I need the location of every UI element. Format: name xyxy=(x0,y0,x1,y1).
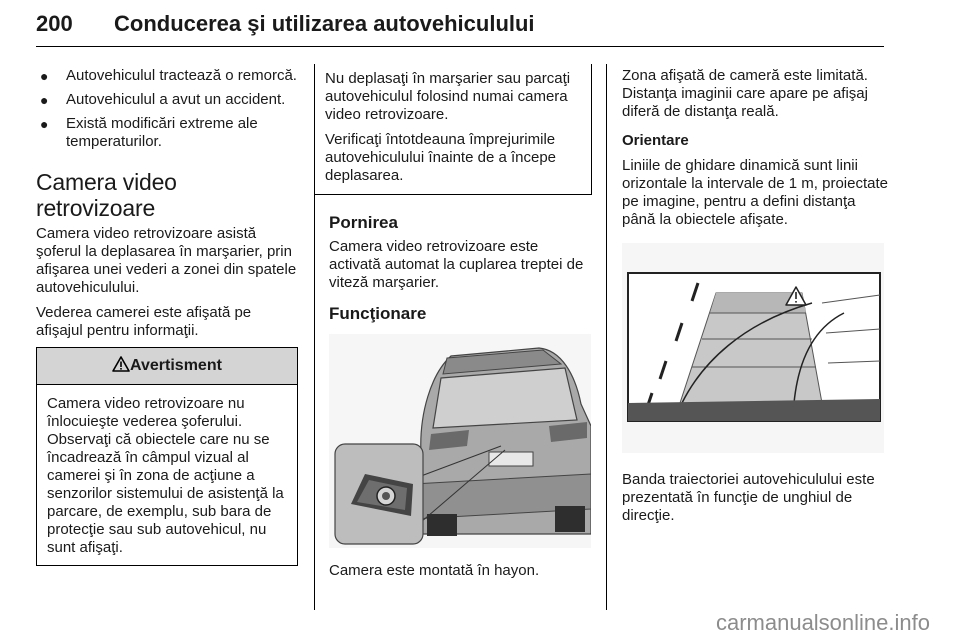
note-paragraph: Verificaţi întotdeauna împrejurimile autovehiculului înainte de a începe deplasarea. xyxy=(325,131,557,184)
column-left xyxy=(36,67,298,566)
warning-box xyxy=(36,347,298,566)
camera-caption: Camera este montată în hayon. xyxy=(329,562,540,579)
column-middle xyxy=(314,64,592,587)
startup-paragraph: Camera video retrovizoare este activată automat la cuplarea treptei de viteză marşarier. xyxy=(329,238,584,291)
orientation-title: Orientare xyxy=(622,132,689,149)
intro-paragraph: Camera video retrovizoare asistă şoferul la deplasarea în marşarier, prin afişarea unei vederi a zonei din spatele autovehiculului. xyxy=(36,225,297,296)
list-item: ● Există modificări extreme ale temperaturilor. xyxy=(40,115,258,150)
display-paragraph: Vederea camerei este afişată pe afişajul pentru informaţii. xyxy=(36,304,252,339)
startup-title: Pornirea xyxy=(329,213,398,232)
note-box xyxy=(314,64,592,195)
trajectory-caption: Banda traiectoriei autovehiculului este prezentată în funcţie de unghiul de direcţie. xyxy=(622,471,875,524)
list-item: ● Autovehiculul tractează o remorcă. xyxy=(40,67,297,84)
warning-text: Camera video retrovizoare nu înlocuieşte vederea şoferului. Observaţi că obiectele care nu se încadrează în câmpul vizual al camerei şi în zona de acţiune a senzorilor sistemului de asistenţă la parcare, de exemplu, sub bara de protecţie sau sub autovehicul, nu sunt afişaţi. xyxy=(47,395,284,556)
chapter-title: Conducerea şi utilizarea autovehiculului xyxy=(114,11,535,36)
car-rear-camera-illustration xyxy=(329,334,591,548)
page-header xyxy=(36,6,884,47)
warning-triangle-icon xyxy=(112,356,130,372)
list-item: ● Autovehiculul a avut un accident. xyxy=(40,91,286,108)
column-divider-right xyxy=(606,64,607,610)
warning-header xyxy=(37,348,297,385)
guideline-display-illustration xyxy=(622,243,884,453)
bullet-list xyxy=(36,67,298,151)
display-range-paragraph: Zona afişată de cameră este limitată. Distanţa imaginii care apare pe afişaj diferă de distanţa reală. xyxy=(622,67,868,120)
section-title: Camera video retrovizoare xyxy=(36,169,177,221)
site-watermark: carmanualsonline.info xyxy=(715,610,930,635)
function-title: Funcţionare xyxy=(329,304,427,323)
column-right xyxy=(622,67,888,532)
warning-title: Avertisment xyxy=(130,357,222,374)
orientation-paragraph: Liniile de ghidare dinamică sunt linii orizontale la intervale de 1 m, proiectate pe imagine, pentru a defini distanţa până la obiectele afişate. xyxy=(622,157,888,228)
note-paragraph: Nu deplasaţi în marşarier sau parcaţi autovehiculul folosind numai camera video retrovizoare. xyxy=(325,70,571,123)
page-number: 200 xyxy=(36,11,73,36)
